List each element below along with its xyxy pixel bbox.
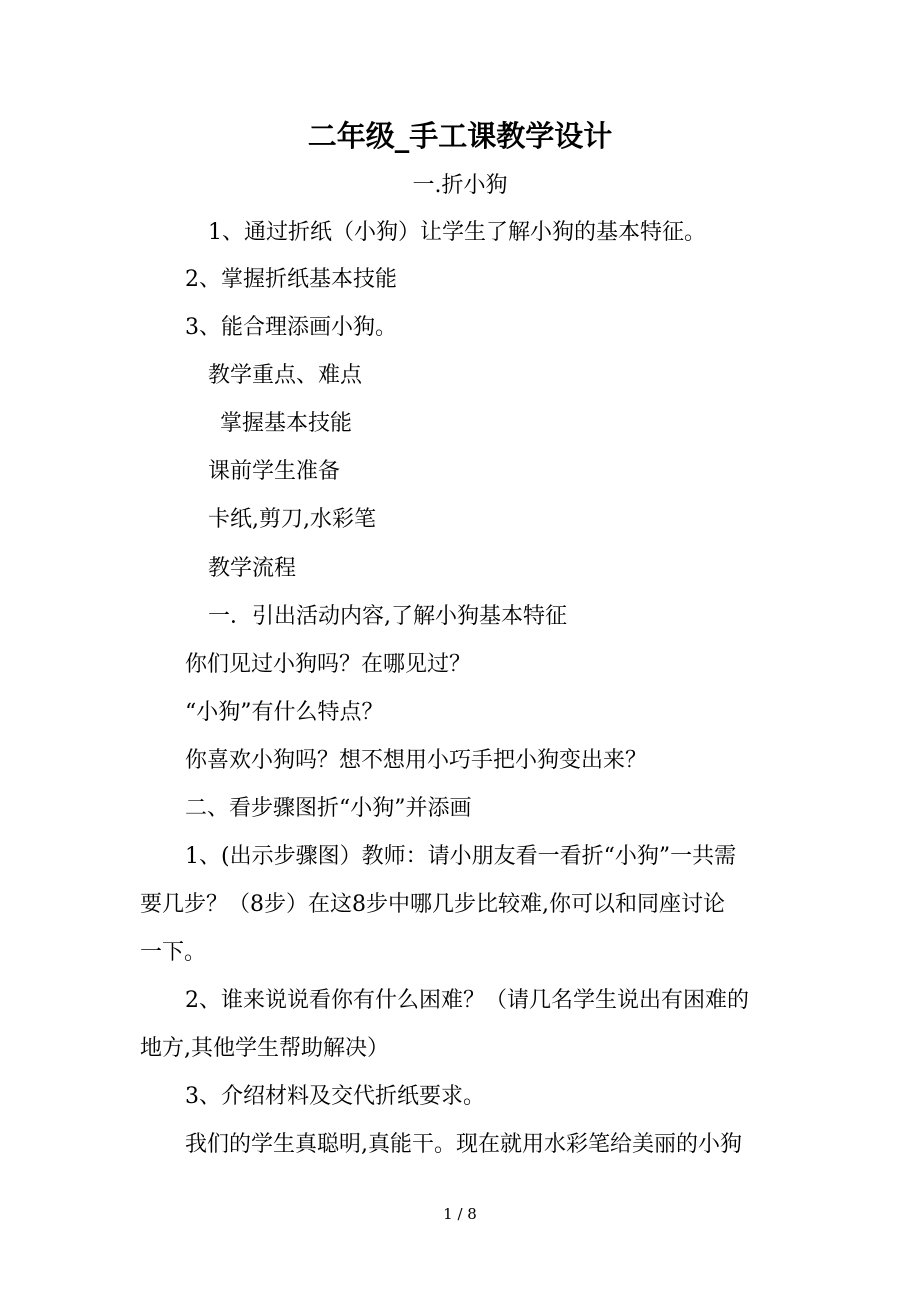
page-number: 1 / 8 — [443, 1205, 477, 1223]
paragraph-line: 教学重点、难点 — [208, 363, 363, 388]
paragraph-line: 1、(出示步骤图）教师：请小朋友看一看折“小狗”一共需 — [185, 844, 737, 869]
paragraph-line: 我们的学生真聪明,真能干。现在就用水彩笔给美丽的小狗 — [185, 1132, 742, 1157]
paragraph-line: 你喜欢小狗吗？想不想用小巧手把小狗变出来？ — [185, 748, 648, 773]
paragraph-line: 1、通过折纸（小狗）让学生了解小狗的基本特征。 — [208, 220, 706, 245]
paragraph-line: 3、介绍材料及交代折纸要求。 — [185, 1084, 485, 1109]
paragraph-line: 地方,其他学生帮助解决） — [140, 1036, 389, 1061]
paragraph-line: 一．引出活动内容,了解小狗基本特征 — [208, 604, 567, 629]
paragraph-line: 二、看步骤图折“小狗”并添画 — [185, 796, 472, 821]
paragraph-line: 2、掌握折纸基本技能 — [185, 267, 397, 292]
paragraph-line: 课前学生准备 — [208, 459, 341, 484]
paragraph-line: “小狗”有什么特点？ — [185, 700, 384, 725]
paragraph-line: 你们见过小狗吗？在哪见过？ — [185, 652, 472, 677]
paragraph-line: 教学流程 — [208, 556, 297, 581]
section-heading: 一.折小狗 — [412, 173, 508, 198]
paragraph-line: 卡纸,剪刀,水彩笔 — [208, 507, 376, 532]
paragraph-line: 要几步？（8步）在这8步中哪几步比较难,你可以和同座讨论 — [140, 892, 725, 917]
paragraph-line: 一下。 — [140, 940, 207, 965]
paragraph-line: 3、能合理添画小狗。 — [185, 315, 397, 340]
paragraph-line: 2、谁来说说看你有什么困难？（请几名学生说出有困难的 — [185, 988, 749, 1013]
paragraph-line: 掌握基本技能 — [220, 411, 353, 436]
document-title: 二年级_手工课教学设计 — [307, 119, 613, 153]
